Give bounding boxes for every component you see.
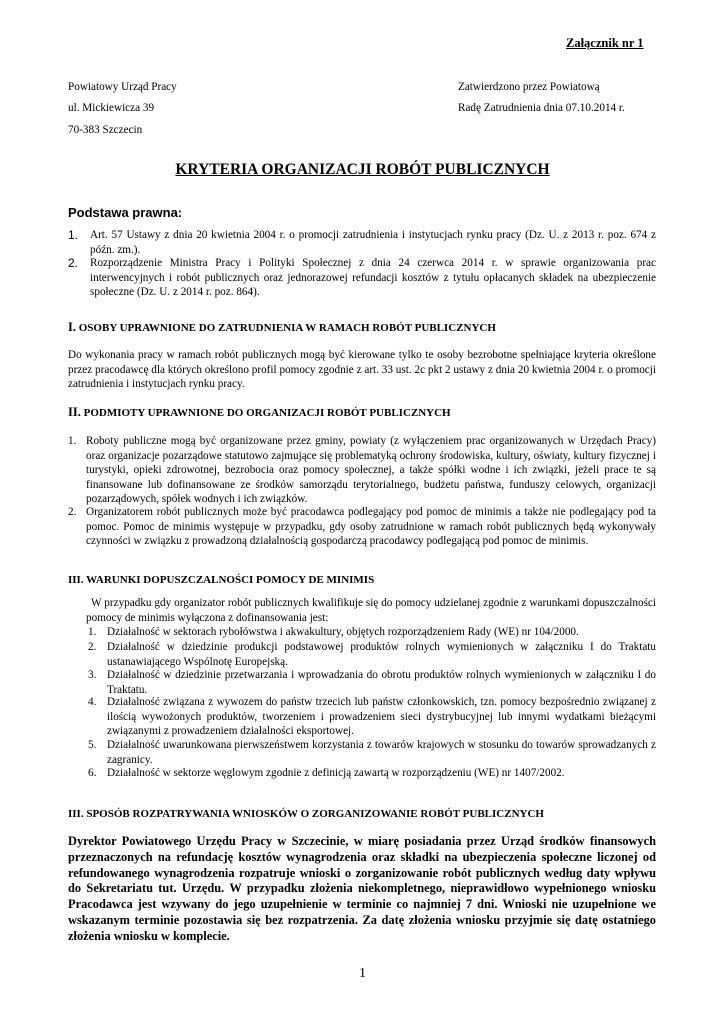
section-3-item: Działalność w dziedzinie przetwarzania i wprowadzania do obrotu produktów rolnych wymienionych w załączniku I do Traktatu. <box>107 669 656 696</box>
legal-item: Rozporządzenie Ministra Pracy i Polityki Społecznej z dnia 24 czerwca 2014 r. w sprawie organizowania prac interwencyjnych i robót publicznych oraz jednorazowej refundacji kosztów z tytułu opłacanych składek na ubezpieczenie społeczne (Dz. U. z 2014 r. poz. 864). <box>90 257 656 299</box>
section-3-item-number: 1. <box>88 626 97 638</box>
attachment-label: Załącznik nr 1 <box>566 36 644 50</box>
section-1-title: OSOBY UPRAWNIONE DO ZATRUDNIENIA W RAMACH ROBÓT PUBLICZNYCH <box>78 322 496 334</box>
section-3-item-number: 4. <box>88 696 97 708</box>
legal-basis-heading: Podstawa prawna: <box>68 205 183 220</box>
office-street: ul. Mickiewicza 39 <box>68 102 155 114</box>
section-3-intro: W przypadku gdy organizator robót publicznych kwalifikuje się do pomocy udzielanej zgodnie z warunkami dopuszczalności pomocy de minimis wyłączona z dofinansowania jest: <box>86 597 656 624</box>
section-1-heading <box>68 320 496 335</box>
office-name: Powiatowy Urząd Pracy <box>68 81 177 93</box>
section-3-item-number: 3. <box>88 669 97 681</box>
section-2-title: PODMIOTY UPRAWNIONE DO ORGANIZACJI ROBÓT PUBLICZNYCH <box>83 407 451 419</box>
section-3-item-number: 5. <box>88 739 97 751</box>
section-1-roman: I. <box>68 320 76 334</box>
section-1-text: Do wykonania pracy w ramach robót publicznych mogą być kierowane tylko te osoby bezrobotne spełniające kryteria określone przez pracodawcę dla których określono profil pomocy zgodnie z art. 33 ust. 2c pkt 2 ustawy z dnia 20 kwietnia 2004 r. o promocji zatrudnienia i instytucjach rynku pracy. <box>68 349 656 391</box>
legal-item: Art. 57 Ustawy z dnia 20 kwietnia 2004 r. o promocji zatrudnienia i instytucjach rynku pracy (Dz. U. z 2013 r. poz. 674 z późn. zm.). <box>90 229 656 256</box>
section-3-item: Działalność w dziedzinie produkcji podstawowej produktów rolnych wymienionych w załączniku I do Traktatu ustanawiającego Wspólnotę Europejską. <box>107 641 656 668</box>
document-title: KRYTERIA ORGANIZACJI ROBÓT PUBLICZNYCH <box>175 161 550 178</box>
section-3-item-number: 6. <box>88 767 97 779</box>
approval-line-1: Zatwierdzono przez Powiatową <box>458 81 600 93</box>
section-4-heading: III. SPOSÓB ROZPATRYWANIA WNIOSKÓW O ZORGANIZOWANIE ROBÓT PUBLICZNYCH <box>68 808 544 820</box>
section-3-item: Działalność związana z wywozem do państw trzecich lub państw członkowskich, tzn. pomocy bezpośrednio związanej z ilością wywożonych produktów, tworzeniem i prowadzeniem sieci dystrybucyjnej lub innymi wydatkami bieżącymi związanymi z prowadzeniem działalności eksportowej. <box>107 696 656 738</box>
section-3-heading: III. WARUNKI DOPUSZCZALNOŚCI POMOCY DE MINIMIS <box>68 574 375 586</box>
legal-item-number: 1. <box>68 228 79 242</box>
legal-item-number: 2. <box>68 256 79 270</box>
section-2-roman: II. <box>68 405 81 419</box>
page-number: 1 <box>359 966 366 981</box>
section-2-item: Roboty publiczne mogą być organizowane przez gminy, powiaty (z wyłączeniem prac organizowanych w Urzędach Pracy) oraz organizacje pozarządowe statutowo zajmujące się problematyką ochrony środowiska, kultury, oświaty, kultury fizycznej i turystyki, opieki zdrowotnej, bezrobocia oraz pomocy społecznej, a także spółki wodne i ich związki, jeżeli prace te są finansowane lub dofinansowane ze środków samorządu terytorialnego, budżetu państwa, funduszy celowych, organizacji pozarządowych, spółek wodnych i ich związków. <box>86 435 656 506</box>
approval-line-2: Radę Zatrudnienia dnia 07.10.2014 r. <box>458 102 625 114</box>
section-2-item-number: 1. <box>68 435 77 447</box>
office-city: 70-383 Szczecin <box>68 124 143 136</box>
section-3-item: Działalność w sektorze węglowym zgodnie z definicją zawartą w rozporządzeniu (WE) nr 1407/2002. <box>107 767 565 779</box>
section-3-item: Działalność uwarunkowana pierwszeństwem korzystania z towarów krajowych w stosunku do towarów sprowadzanych z zagranicy. <box>107 739 656 766</box>
section-2-heading <box>68 405 451 420</box>
section-2-item-number: 2. <box>68 506 77 518</box>
section-3-item: Działalność w sektorach rybołówstwa i akwakultury, objętych rozporządzeniem Rady (WE) nr 104/2000. <box>107 626 579 638</box>
section-4-text: Dyrektor Powiatowego Urzędu Pracy w Szczecinie, w miarę posiadania przez Urząd środków finansowych przeznaczonych na refundację kosztów wynagrodzenia oraz składki na ubezpieczenia społeczne liczonej od refundowanego wynagrodzenia rozpatruje wnioski o zorganizowanie robót publicznych według daty wpływu do Sekretariatu tut. Urzędu. W przypadku złożenia niekompletnego, nieprawidłowo wypełnionego wniosku Pracodawca jest wzywany do jego uzupełnienie w terminie co najmniej 7 dni. Wnioski nie uzupełnione we wskazanym terminie pozostawia się bez rozpatrzenia. Za datę złożenia wniosku przyjmie się datę ostatniego złożenia wniosku w komplecie. <box>68 834 656 943</box>
section-3-item-number: 2. <box>88 641 97 653</box>
section-2-item: Organizatorem robót publicznych może być pracodawca podlegający pod pomoc de minimis a także nie podlegający pod ta pomoc. Pomoc de minimis występuje w przypadku, gdy osoby zatrudnione w ramach robót publicznych będą wykonywały czynności w związku z prowadzoną działalnością gospodarczą pracodawcy podlegającą pod pomoc de minimis. <box>86 506 656 548</box>
